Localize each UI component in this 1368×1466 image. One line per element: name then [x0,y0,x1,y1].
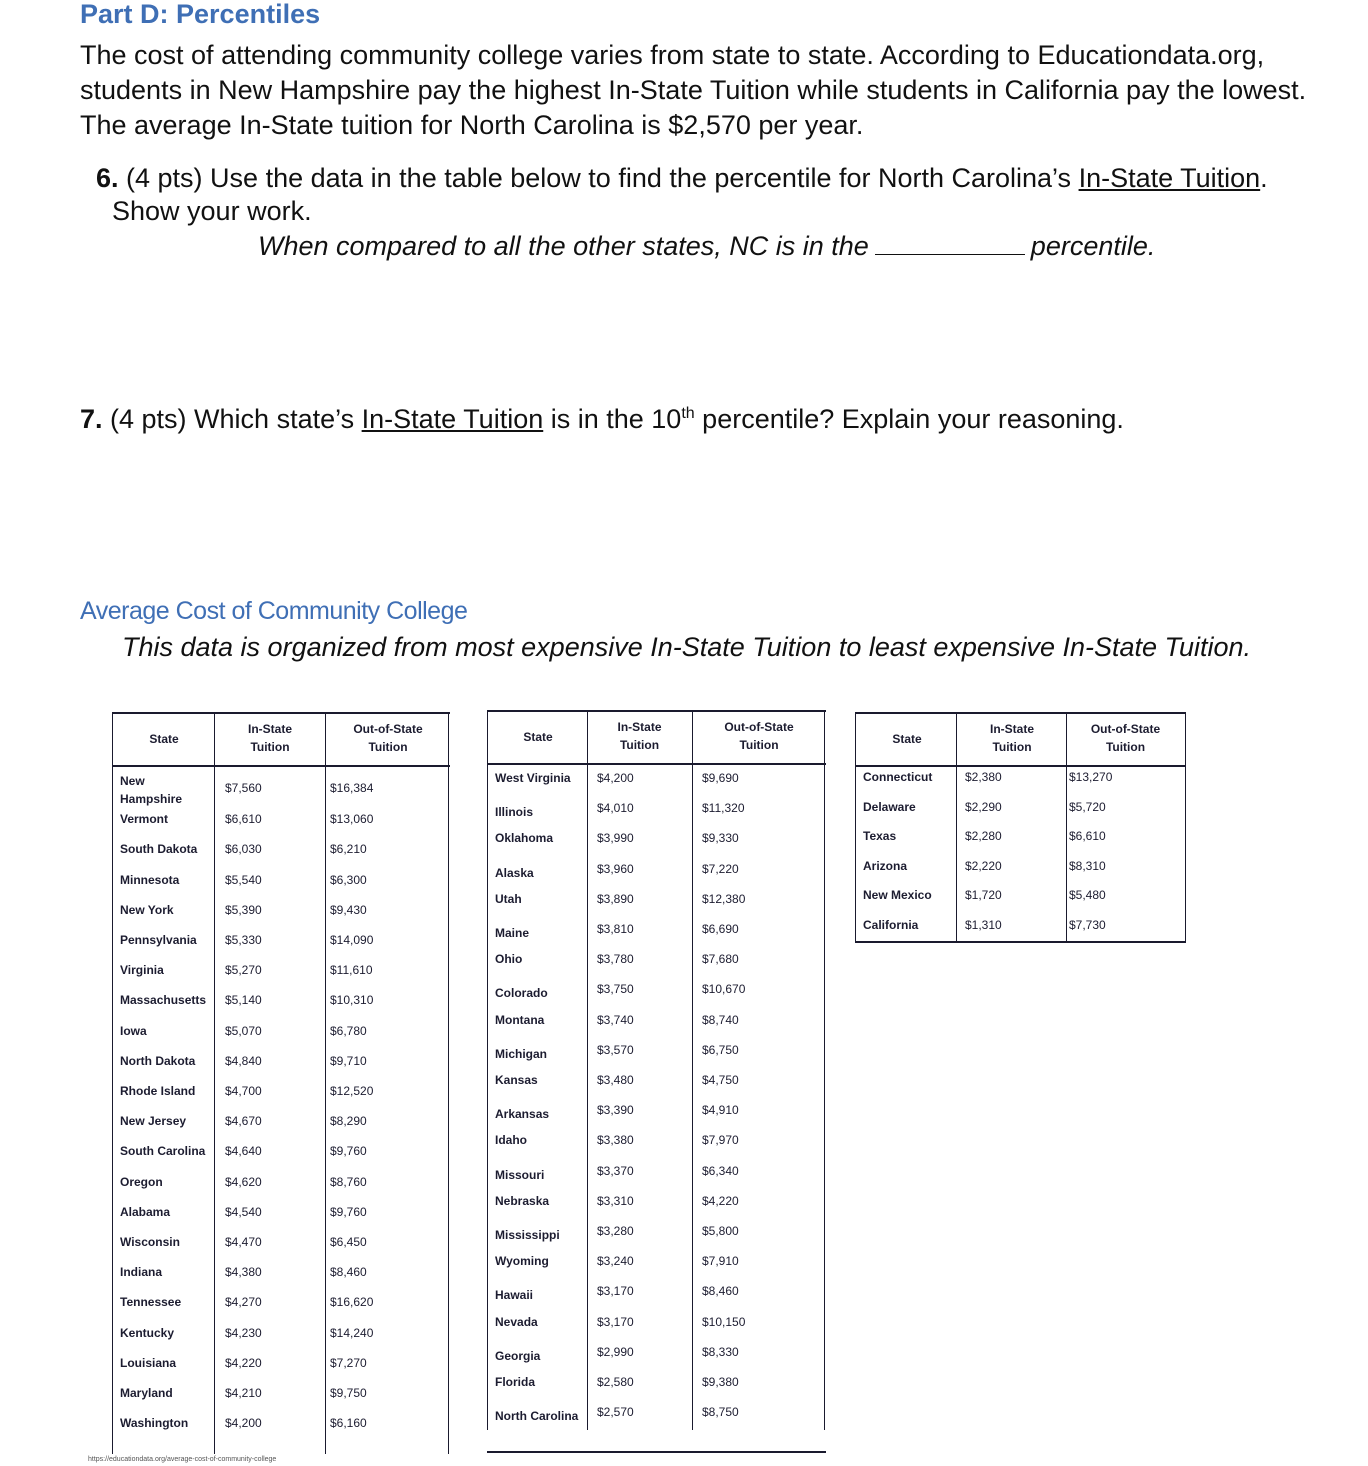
in-state-tuition: $3,780 [597,952,634,967]
out-of-state-tuition: $7,680 [702,952,739,967]
out-of-state-tuition: $10,150 [702,1314,746,1329]
out-of-state-tuition: $9,750 [330,1386,367,1400]
header-in-state [215,720,325,756]
header-line: Out-of-State [353,721,423,736]
header-out-state [692,718,826,754]
state-name: Arkansas [495,1107,550,1122]
in-state-tuition: $3,280 [597,1224,634,1238]
in-state-tuition: $3,380 [597,1133,634,1148]
in-state-tuition: $5,330 [225,933,262,947]
in-state-tuition: $1,310 [965,918,1002,932]
header-line: State [892,731,922,746]
out-of-state-tuition: $8,460 [702,1284,739,1299]
state-name: New Mexico [863,888,932,903]
in-state-tuition: $3,750 [597,982,634,997]
q6-number: 6. [96,163,119,193]
out-of-state-tuition: $9,760 [330,1204,367,1219]
part-title: Part D: Percentiles [80,0,321,29]
header-line: Tuition [992,739,1032,754]
header-line: Tuition [1105,739,1146,754]
in-state-tuition: $3,740 [597,1012,634,1027]
state-name: Arizona [863,858,908,873]
in-state-tuition: $3,890 [597,891,634,906]
state-name: Georgia [495,1348,541,1363]
header-line: In-State [989,721,1034,736]
in-state-tuition: $3,170 [597,1314,634,1329]
out-of-state-tuition: $4,750 [702,1073,739,1087]
table-title: Average Cost of Community College [80,597,468,625]
in-state-tuition: $4,470 [225,1235,262,1249]
state-name: Connecticut [863,770,933,784]
q6-text-end: . [1260,163,1268,193]
state-name: Vermont [120,812,169,827]
q6-answer-prefix: When compared to all the other states, NC is in the [258,231,869,261]
state-name-line: New [120,774,145,788]
state-name: North Dakota [120,1053,196,1068]
header-line: State [149,731,179,746]
intro-paragraph: The cost of attending community college varies from state to state. According to Educationdata.org, students in New Hampshire pay the highest In-State Tuition while students in California pay the lowest. The average In-State tuition for North Carolina is $2,570 per year. [80,40,1307,140]
header-in-state [587,718,692,754]
q7-sup: th [681,405,695,422]
q6-answer-blank[interactable] [875,230,1025,255]
out-of-state-tuition: $9,690 [702,771,739,785]
in-state-tuition: $2,580 [597,1375,634,1389]
in-state-tuition: $2,380 [965,770,1002,784]
column-divider [956,712,957,943]
tuition-table-3 [855,712,1186,943]
out-of-state-tuition: $7,910 [702,1254,739,1269]
in-state-tuition: $3,810 [597,922,634,936]
in-state-tuition: $4,380 [225,1265,262,1280]
out-of-state-tuition: $13,060 [330,812,374,827]
out-of-state-tuition: $6,690 [702,922,739,936]
in-state-tuition: $3,570 [597,1042,634,1057]
q7-number: 7. [80,404,103,434]
out-of-state-tuition: $12,520 [330,1084,374,1098]
out-of-state-tuition: $11,320 [702,801,745,816]
out-of-state-tuition: $7,220 [702,861,739,876]
in-state-tuition: $2,290 [965,799,1002,814]
column-divider [325,712,326,1454]
out-of-state-tuition: $8,460 [330,1265,367,1280]
question-6 [96,160,1268,196]
out-of-state-tuition: $10,310 [330,993,374,1008]
table-subtitle: This data is organized from most expensive In-State Tuition to least expensive In-State Tuition. [122,632,1252,662]
out-of-state-tuition: $8,310 [1069,858,1106,873]
state-name: Idaho [495,1133,527,1148]
q7-text-b: is in the 10 [543,404,682,434]
in-state-tuition: $2,220 [965,858,1002,873]
in-state-tuition: $4,230 [225,1325,262,1340]
state-name: Nevada [495,1314,538,1329]
state-name: Nebraska [495,1193,550,1208]
out-of-state-tuition: $6,450 [330,1235,367,1249]
q6-answer-suffix: percentile. [1030,231,1156,261]
state-name: Pennsylvania [120,933,197,947]
out-of-state-tuition: $4,910 [702,1103,739,1118]
state-name: Washington [120,1416,189,1431]
in-state-tuition: $3,310 [597,1193,634,1208]
q6-answer-line [258,230,1155,262]
column-divider [855,712,856,943]
header-state [489,728,587,746]
out-of-state-tuition: $6,210 [330,842,367,857]
state-name: Colorado [495,986,548,1001]
out-of-state-tuition: $16,620 [330,1295,374,1310]
in-state-tuition: $4,540 [225,1204,262,1219]
q7-underlined: In-State Tuition [361,404,544,434]
q6-text: (4 pts) Use the data in the table below to find the percentile for North Carolina’s [118,163,1079,193]
in-state-tuition: $5,070 [225,1023,262,1038]
in-state-tuition: $2,990 [597,1344,634,1359]
state-name: Iowa [120,1023,147,1038]
state-name: West Virginia [495,771,571,785]
out-of-state-tuition: $9,330 [702,831,739,846]
out-of-state-tuition: $6,610 [1069,829,1106,844]
state-name: Michigan [495,1046,548,1061]
in-state-tuition: $5,140 [225,993,262,1008]
in-state-tuition: $4,200 [597,771,634,785]
in-state-tuition: $4,640 [225,1144,262,1159]
out-of-state-tuition: $11,610 [330,963,373,978]
state-name: Wyoming [495,1254,549,1269]
header-line: Tuition [739,737,779,752]
table-bottom-border [487,1451,826,1453]
state-name: Utah [495,891,522,906]
out-of-state-tuition: $9,430 [330,902,367,917]
column-divider [214,712,215,1454]
state-name: Missouri [495,1167,545,1182]
column-divider [692,710,693,1430]
out-of-state-tuition: $4,220 [702,1193,739,1208]
in-state-tuition: $3,240 [597,1254,634,1269]
out-of-state-tuition: $8,750 [702,1405,739,1420]
state-name: North Carolina [495,1409,579,1424]
in-state-tuition: $5,270 [225,963,262,978]
column-divider [487,710,488,1430]
header-out-state [1067,720,1184,756]
state-name: Indiana [120,1265,163,1280]
column-divider [448,712,449,1454]
header-line: Out-of-State [724,719,794,734]
state-name: Illinois [495,805,534,820]
question-7 [80,404,1124,435]
in-state-tuition: $4,210 [225,1386,262,1400]
out-of-state-tuition: $9,760 [330,1144,367,1159]
header-line: In-State [617,719,662,734]
in-state-tuition: $4,220 [225,1355,262,1370]
out-of-state-tuition: $10,670 [702,982,746,997]
column-divider [1066,712,1067,943]
in-state-tuition: $6,610 [225,812,262,827]
out-of-state-tuition: $9,380 [702,1375,739,1389]
header-in-state [957,720,1067,756]
out-of-state-tuition: $8,760 [330,1174,367,1189]
out-of-state-tuition: $6,160 [330,1416,367,1431]
state-name [120,772,182,808]
state-name: South Dakota [120,842,198,857]
header-state [114,730,214,748]
out-of-state-tuition: $16,384 [330,781,374,795]
state-name: California [863,918,919,932]
tuition-table-1 [112,712,450,1454]
in-state-tuition: $3,390 [597,1103,634,1118]
in-state-tuition: $3,960 [597,861,634,876]
state-name: Wisconsin [120,1235,180,1249]
in-state-tuition: $4,200 [225,1416,262,1431]
header-state [857,730,957,748]
out-of-state-tuition: $8,290 [330,1114,367,1129]
state-name: Alaska [495,865,534,880]
q7-text-c: percentile? Explain your reasoning. [694,404,1124,434]
q7-text: (4 pts) Which state’s [102,404,362,434]
in-state-tuition: $4,620 [225,1174,262,1189]
state-name: South Carolina [120,1144,206,1159]
out-of-state-tuition: $5,480 [1069,888,1106,903]
in-state-tuition: $4,670 [225,1114,262,1129]
out-of-state-tuition: $8,330 [702,1344,739,1359]
state-name: Montana [495,1012,545,1027]
state-name: Oregon [120,1174,163,1189]
state-name: Oklahoma [495,831,554,846]
in-state-tuition: $4,840 [225,1053,262,1068]
state-name: Mississippi [495,1228,560,1242]
out-of-state-tuition: $7,730 [1069,918,1106,932]
out-of-state-tuition: $6,780 [330,1023,367,1038]
in-state-tuition: $2,570 [597,1405,634,1420]
header-line: Tuition [619,737,660,752]
state-name: Ohio [495,952,523,967]
in-state-tuition: $7,560 [225,781,262,795]
out-of-state-tuition: $7,270 [330,1355,367,1370]
in-state-tuition: $4,010 [597,801,634,816]
in-state-tuition: $4,270 [225,1295,262,1310]
tuition-table-2 [487,710,826,1454]
in-state-tuition: $3,990 [597,831,634,846]
out-of-state-tuition: $14,090 [330,933,374,947]
column-divider [1185,712,1186,943]
state-name: Massachusetts [120,993,207,1008]
state-name: New York [120,902,174,917]
out-of-state-tuition: $5,800 [702,1224,739,1238]
state-name: New Jersey [120,1114,187,1129]
state-name: Kansas [495,1073,538,1087]
out-of-state-tuition: $9,710 [330,1053,367,1068]
out-of-state-tuition: $8,740 [702,1012,739,1027]
in-state-tuition: $4,700 [225,1084,262,1098]
out-of-state-tuition: $6,300 [330,872,367,887]
header-line: Tuition [250,739,290,754]
state-name: Delaware [863,799,916,814]
in-state-tuition: $5,540 [225,872,262,887]
state-name: Minnesota [120,872,180,887]
state-name: Louisiana [120,1355,177,1370]
out-of-state-tuition: $13,270 [1069,770,1113,784]
out-of-state-tuition: $14,240 [330,1325,374,1340]
table-bottom-border [855,941,1186,943]
out-of-state-tuition: $5,720 [1069,799,1106,814]
header-line: Out-of-State [1090,721,1161,736]
column-divider [112,712,113,1454]
state-name: Kentucky [120,1325,175,1340]
out-of-state-tuition: $7,970 [702,1133,739,1148]
state-name: Hawaii [495,1288,534,1303]
in-state-tuition: $3,370 [597,1163,634,1178]
header-line: State [523,729,553,744]
out-of-state-tuition: $6,340 [702,1163,739,1178]
out-of-state-tuition: $6,750 [702,1042,739,1057]
state-name: Florida [495,1375,536,1389]
state-name: Rhode Island [120,1084,196,1098]
state-name: Maryland [120,1386,173,1400]
in-state-tuition: $2,280 [965,829,1002,844]
state-name: Maine [495,926,530,940]
header-line: In-State [247,721,292,736]
column-divider [824,710,825,1430]
in-state-tuition: $6,030 [225,842,262,857]
out-of-state-tuition: $12,380 [702,891,746,906]
source-url: https://educationdata.org/average-cost-of-community-college [88,1456,277,1463]
state-name: Texas [863,829,897,844]
header-out-state [326,720,450,756]
in-state-tuition: $1,720 [965,888,1002,903]
column-divider [587,710,588,1430]
in-state-tuition: $3,170 [597,1284,634,1299]
state-name: Alabama [120,1204,171,1219]
state-name: Tennessee [120,1295,182,1310]
in-state-tuition: $3,480 [597,1073,634,1087]
state-name-line: Hampshire [120,792,183,806]
q6-instruction: Show your work. [112,196,312,226]
state-name: Virginia [120,963,164,978]
q6-underlined: In-State Tuition [1078,163,1261,193]
in-state-tuition: $5,390 [225,902,262,917]
header-line: Tuition [368,739,408,754]
